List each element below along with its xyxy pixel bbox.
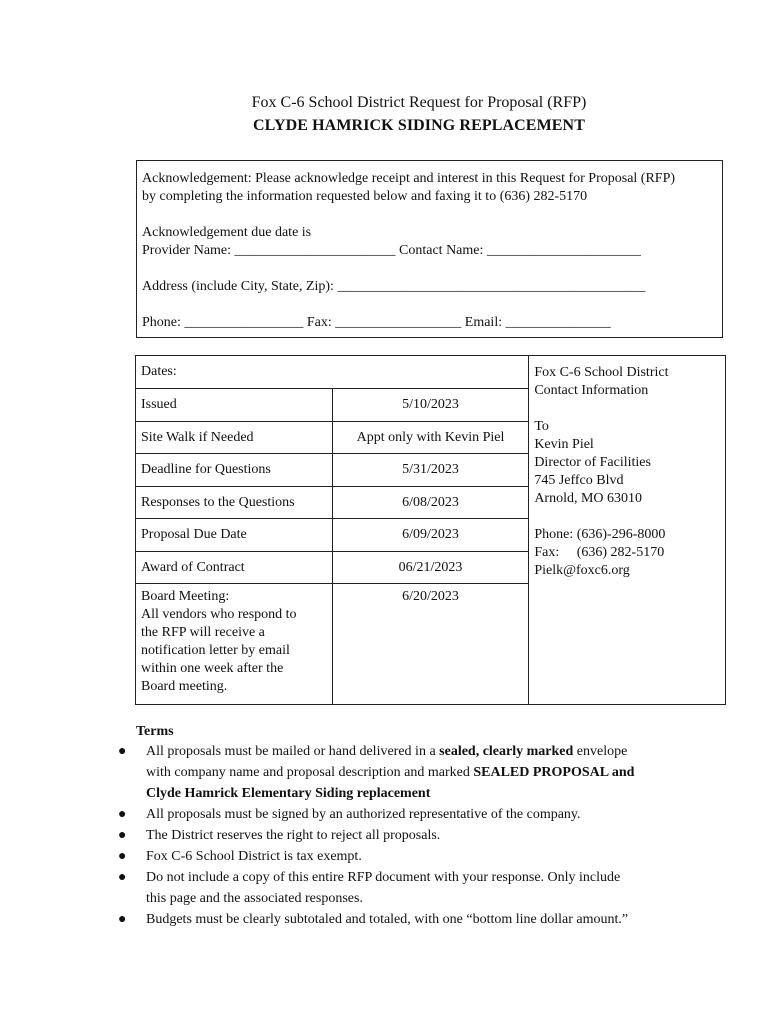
ack-due-date: Acknowledgement due date is bbox=[142, 225, 312, 240]
bullet-icon: ● bbox=[118, 807, 127, 822]
term-text: The District reserves the right to reject all proposals. bbox=[146, 828, 441, 843]
term-text: envelope bbox=[573, 744, 628, 759]
list-item bbox=[118, 846, 718, 867]
board-line: All vendors who respond to bbox=[141, 607, 297, 622]
bullet-icon: ● bbox=[118, 828, 127, 843]
date-value: 06/21/2023 bbox=[332, 552, 529, 584]
contact-street: 745 Jeffco Blvd bbox=[534, 473, 624, 488]
provider-contact-fields[interactable]: Provider Name: _______________________ Contact Name: ______________________ bbox=[142, 243, 641, 258]
list-item bbox=[118, 909, 718, 930]
term-bold: SEALED PROPOSAL and bbox=[473, 765, 635, 780]
contact-heading1: Fox C-6 School District bbox=[534, 365, 669, 380]
date-label: Site Walk if Needed bbox=[136, 422, 333, 454]
date-label: Responses to the Questions bbox=[136, 487, 333, 519]
contact-email: Pielk@foxc6.org bbox=[534, 563, 630, 578]
bullet-icon: ● bbox=[118, 912, 127, 927]
board-line: Board Meeting: bbox=[141, 589, 230, 604]
terms-list bbox=[118, 741, 718, 930]
board-meeting-cell bbox=[136, 584, 333, 705]
dates-table bbox=[135, 355, 726, 705]
term-text: All proposals must be signed by an authorized representative of the company. bbox=[146, 807, 581, 822]
phone-fax-email-fields[interactable]: Phone: _________________ Fax: __________________ Email: _______________ bbox=[142, 315, 611, 330]
list-item bbox=[118, 741, 718, 804]
list-item bbox=[118, 804, 718, 825]
board-line: notification letter by email bbox=[141, 643, 290, 658]
board-line: the RFP will receive a bbox=[141, 625, 265, 640]
date-label: Award of Contract bbox=[136, 552, 333, 584]
contact-role: Director of Facilities bbox=[534, 455, 651, 470]
date-value: Appt only with Kevin Piel bbox=[332, 422, 529, 454]
board-meeting-date: 6/20/2023 bbox=[332, 584, 529, 705]
acknowledgement-box bbox=[136, 160, 723, 338]
term-bold: sealed, clearly marked bbox=[439, 744, 574, 759]
contact-info-cell bbox=[529, 356, 726, 705]
bullet-icon: ● bbox=[118, 849, 127, 864]
dates-table-wrapper bbox=[135, 355, 726, 705]
date-value: 5/31/2023 bbox=[332, 454, 529, 487]
ack-text-line2: by completing the information requested below and faxing it to (636) 282-5170 bbox=[142, 189, 588, 204]
list-item bbox=[118, 867, 718, 909]
term-text: Fox C-6 School District is tax exempt. bbox=[146, 849, 362, 864]
dates-header: Dates: bbox=[136, 356, 529, 389]
contact-name: Kevin Piel bbox=[534, 437, 594, 452]
contact-city: Arnold, MO 63010 bbox=[534, 491, 643, 506]
document-title: Fox C-6 School District Request for Proposal (RFP) bbox=[251, 94, 587, 111]
date-value: 5/10/2023 bbox=[332, 389, 529, 422]
contact-to: To bbox=[534, 419, 549, 434]
term-text: with company name and proposal description and marked bbox=[146, 765, 474, 780]
term-bold: Clyde Hamrick Elementary Siding replacement bbox=[146, 786, 431, 801]
date-value: 6/09/2023 bbox=[332, 519, 529, 552]
document-subtitle: CLYDE HAMRICK SIDING REPLACEMENT bbox=[253, 117, 585, 134]
board-line: Board meeting. bbox=[141, 679, 228, 694]
date-label: Issued bbox=[136, 389, 333, 422]
term-text: Do not include a copy of this entire RFP document with your response. Only include bbox=[146, 870, 621, 885]
address-field[interactable]: Address (include City, State, Zip): ____________________________________________ bbox=[142, 279, 646, 294]
bullet-icon: ● bbox=[118, 870, 127, 885]
board-line: within one week after the bbox=[141, 661, 284, 676]
date-value: 6/08/2023 bbox=[332, 487, 529, 519]
contact-fax: Fax: (636) 282-5170 bbox=[534, 545, 665, 560]
term-text: Budgets must be clearly subtotaled and totaled, with one “bottom line dollar amount.” bbox=[146, 912, 629, 927]
date-label: Deadline for Questions bbox=[136, 454, 333, 487]
list-item bbox=[118, 825, 718, 846]
date-label: Proposal Due Date bbox=[136, 519, 333, 552]
term-text: this page and the associated responses. bbox=[146, 891, 363, 906]
contact-heading2: Contact Information bbox=[534, 383, 649, 398]
ack-text-line1: Acknowledgement: Please acknowledge receipt and interest in this Request for Proposal (RFP) bbox=[142, 171, 676, 186]
terms-heading: Terms bbox=[136, 724, 174, 739]
bullet-icon: ● bbox=[118, 744, 127, 759]
term-text: All proposals must be mailed or hand delivered in a bbox=[146, 744, 440, 759]
contact-phone: Phone: (636)-296-8000 bbox=[534, 527, 666, 542]
